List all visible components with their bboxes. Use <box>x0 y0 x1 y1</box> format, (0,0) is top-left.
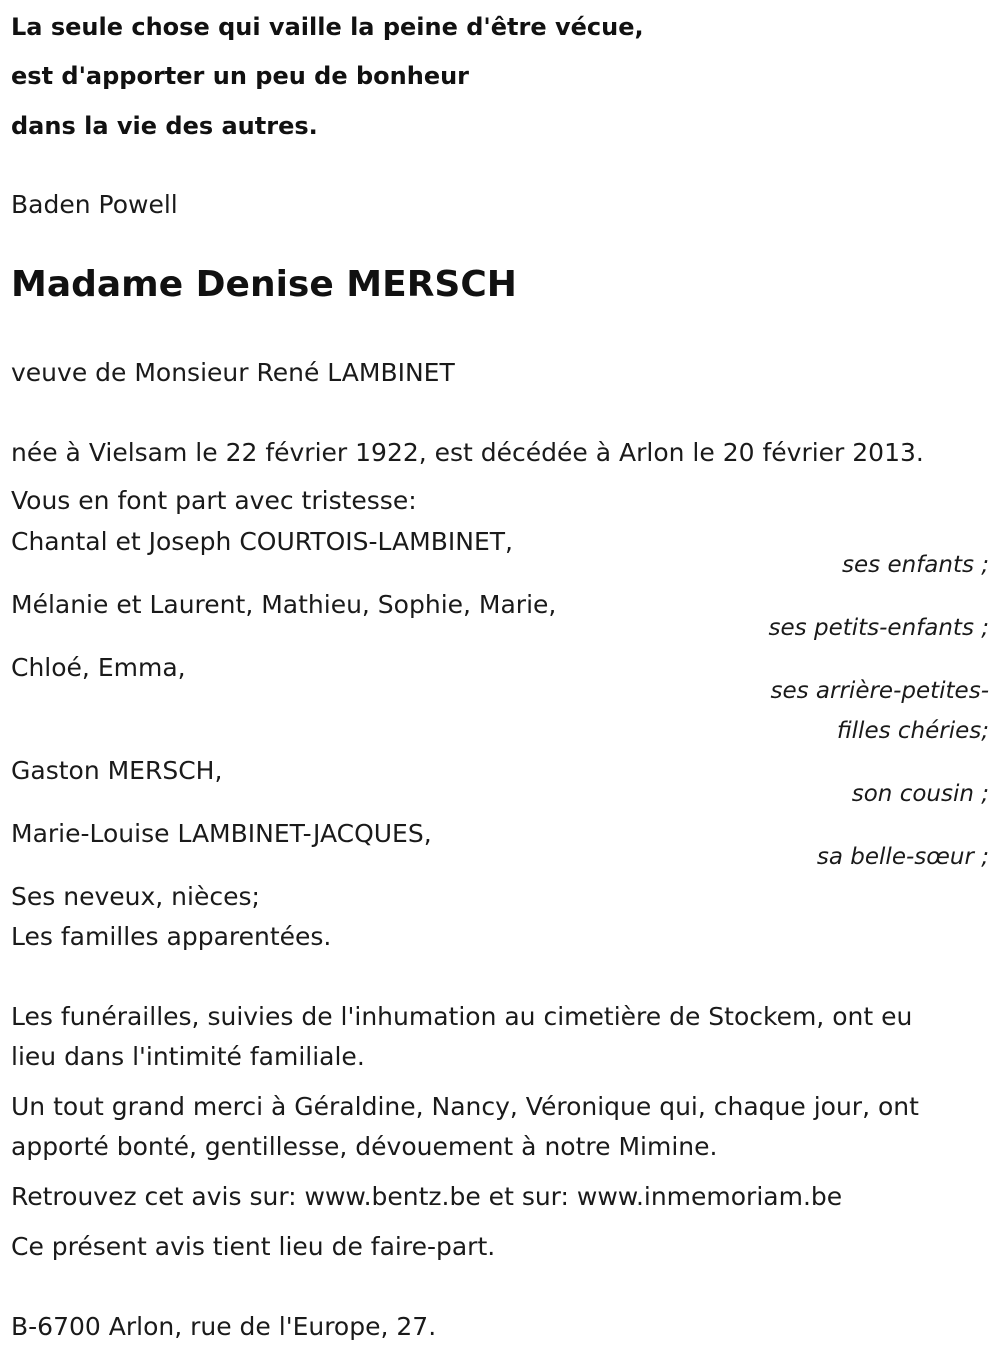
family-sister-in-law-names: Marie-Louise LAMBINET-JACQUES, <box>11 819 432 848</box>
family-great-grandchildren-names: Chloé, Emma, <box>11 653 186 682</box>
family-children-role: ses enfants ; <box>842 552 989 578</box>
notice-text: Ce présent avis tient lieu de faire-part. <box>11 1232 496 1261</box>
others-line-2: Les familles apparentées. <box>11 922 332 951</box>
deceased-name: Madame Denise MERSCH <box>11 264 517 305</box>
others-line-1: Ses neveux, nièces; <box>11 882 260 911</box>
address-text: B-6700 Arlon, rue de l'Europe, 27. <box>11 1312 437 1341</box>
funeral-line-1: Les funérailles, suivies de l'inhumation au cimetière de Stockem, ont eu <box>11 1002 913 1031</box>
family-grandchildren-names: Mélanie et Laurent, Mathieu, Sophie, Marie, <box>11 590 557 619</box>
funeral-line-2: lieu dans l'intimité familiale. <box>11 1042 365 1071</box>
quote-line-1: La seule chose qui vaille la peine d'être vécue, <box>11 13 644 41</box>
family-great-grandchildren-role-2: filles chéries; <box>836 718 989 744</box>
quote-author: Baden Powell <box>11 190 178 219</box>
announcement-intro: Vous en font part avec tristesse: <box>11 486 417 515</box>
family-cousin-names: Gaston MERSCH, <box>11 756 223 785</box>
family-cousin-role: son cousin ; <box>851 781 989 807</box>
websites-text: Retrouvez cet avis sur: www.bentz.be et sur: www.inmemoriam.be <box>11 1182 843 1211</box>
quote-line-2: est d'apporter un peu de bonheur <box>11 62 470 90</box>
family-grandchildren-role: ses petits-enfants ; <box>768 615 989 641</box>
thanks-line-1: Un tout grand merci à Géraldine, Nancy, Véronique qui, chaque jour, ont <box>11 1092 919 1121</box>
family-children-names: Chantal et Joseph COURTOIS-LAMBINET, <box>11 527 513 556</box>
thanks-line-2: apporté bonté, gentillesse, dévouement à notre Mimine. <box>11 1132 718 1161</box>
widow-of: veuve de Monsieur René LAMBINET <box>11 358 455 387</box>
birth-death-dates: née à Vielsam le 22 février 1922, est décédée à Arlon le 20 février 2013. <box>11 438 924 467</box>
family-sister-in-law-role: sa belle-sœur ; <box>816 844 989 870</box>
quote-line-3: dans la vie des autres. <box>11 112 318 140</box>
family-great-grandchildren-role-1: ses arrière-petites- <box>770 678 989 704</box>
